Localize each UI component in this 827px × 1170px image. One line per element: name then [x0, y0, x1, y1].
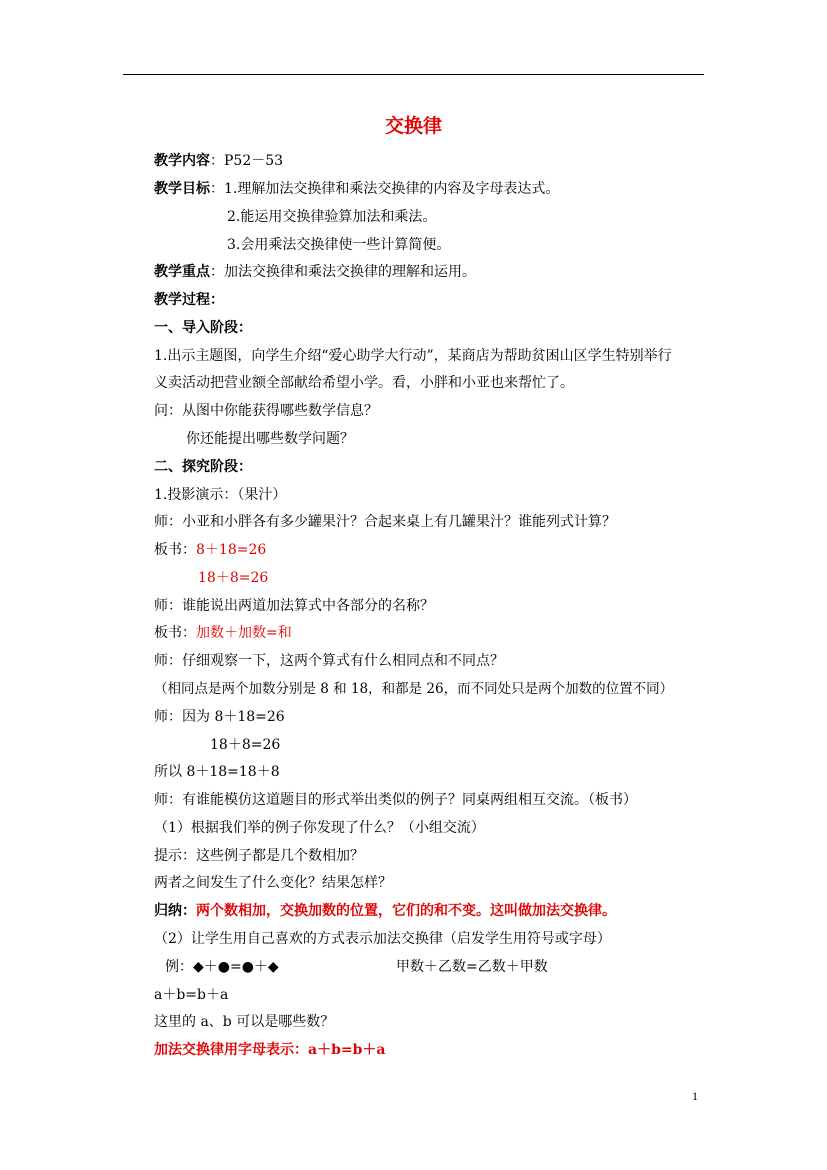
content-line: 义卖活动把营业额全部献给希望小学。看，小胖和小亚也来帮忙了。: [154, 375, 574, 391]
content-line: 师：谁能说出两道加法算式中各部分的名称？: [154, 598, 434, 614]
content-line: 师：仔细观察一下，这两个算式有什么相同点和不同点？: [154, 653, 504, 669]
content-line: 提示：这些例子都是几个数相加？: [154, 848, 364, 864]
content-line: 师：因为 8＋18=26: [154, 709, 285, 725]
section-heading: 二、探究阶段：: [154, 459, 252, 475]
section-label: 归纳：: [154, 903, 196, 919]
summary-text: 加法交换律用字母表示：a＋b=b＋a: [154, 1042, 386, 1058]
content-line: 1.投影演示：（果汁）: [154, 487, 287, 503]
content-line: 师：小亚和小胖各有多少罐果汁？合起来桌上有几罐果汁？谁能列式计算？: [154, 514, 616, 530]
board-equation: 加数＋加数=和: [196, 625, 292, 641]
content-line: （相同点是两个加数分别是 8 和 18，和都是 26，而不同处只是两个加数的位置不同）: [154, 681, 674, 697]
section-label: 教学内容: [154, 153, 210, 169]
content-line: [154, 624, 292, 642]
board-equation: 8＋18=26: [196, 542, 267, 558]
content-line: a＋b=b＋a: [154, 987, 229, 1003]
content-line: [154, 541, 266, 559]
header-rule: [123, 74, 704, 75]
content-line: [154, 152, 283, 170]
line-text: ：加法交换律和乘法交换律的理解和运用。: [210, 264, 476, 280]
section-heading: 教学过程：: [154, 292, 224, 308]
line-text: ：P52－53: [210, 153, 284, 169]
content-line: [154, 263, 476, 281]
content-line: 这里的 a、b 可以是哪些数？: [154, 1014, 335, 1030]
content-line: 2.能运用交换律验算加法和乘法。: [227, 209, 437, 225]
summary-text: 两个数相加，交换加数的位置，它们的和不变。这叫做加法交换律。: [196, 903, 616, 919]
content-line: 18＋8=26: [210, 737, 281, 753]
content-line: 1.出示主题图，向学生介绍“爱心助学大行动”，某商店为帮助贫困山区学生特别举行: [154, 348, 672, 364]
content-line: 甲数＋乙数=乙数＋甲数: [396, 959, 548, 975]
line-prefix: 板书：: [154, 542, 196, 558]
section-label: 教学目标: [154, 181, 210, 197]
line-text: ：1.理解加法交换律和乘法交换律的内容及字母表达式。: [210, 181, 560, 197]
page-number: 1: [692, 1089, 698, 1103]
content-line: （2）让学生用自己喜欢的方式表示加法交换律（启发学生用符号或字母）: [154, 931, 611, 947]
content-line: 所以 8＋18=18＋8: [154, 764, 280, 780]
content-line: 问：从图中你能获得哪些数学信息？: [154, 403, 378, 419]
content-line: （1）根据我们举的例子你发现了什么？（小组交流）: [154, 820, 485, 836]
content-line: 例：◆＋●=●＋◆: [165, 959, 279, 975]
content-line: 两者之间发生了什么变化？结果怎样？: [154, 875, 392, 891]
content-line: [154, 180, 559, 198]
content-line: [154, 902, 616, 920]
section-label: 教学重点: [154, 264, 210, 280]
content-line: 3.会用乘法交换律使一些计算简便。: [227, 237, 451, 253]
content-line: 你还能提出哪些数学问题？: [186, 431, 354, 447]
content-line: 师：有谁能模仿这道题目的形式举出类似的例子？同桌两组相互交流。（板书）: [154, 792, 637, 808]
line-prefix: 板书：: [154, 625, 196, 641]
page-title: 交换律: [384, 115, 442, 137]
section-heading: 一、导入阶段：: [154, 320, 252, 336]
board-equation: 18＋8=26: [198, 570, 269, 586]
